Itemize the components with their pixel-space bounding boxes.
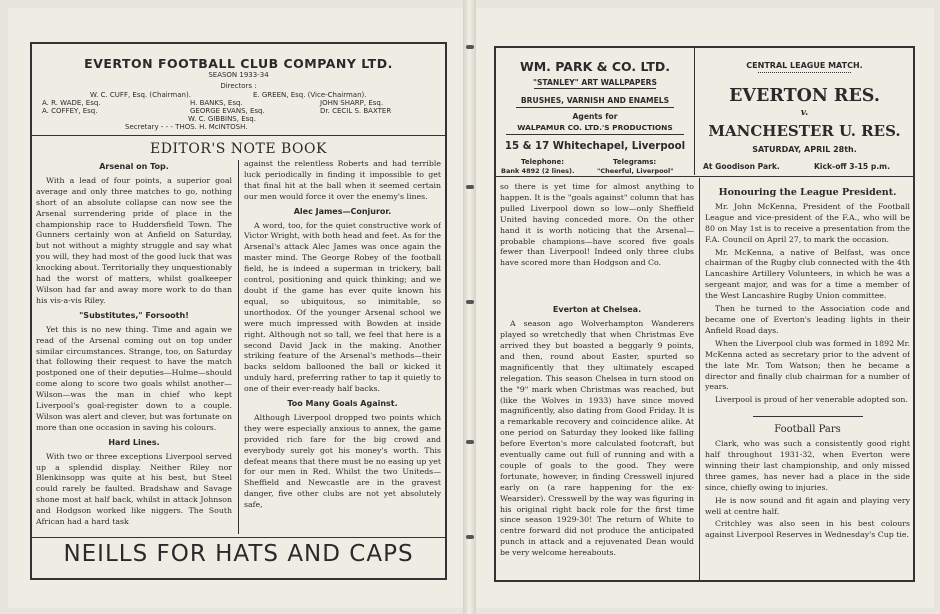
match-home-team: EVERTON RES. (729, 86, 880, 106)
right-column-2 (705, 184, 910, 578)
para-mckenna-4: When the Liverpool club was formed in 1892 Mr. McKenna acted as secretary prior to the advent of the late Mr. Tom Watson; then he became a director and finally club chairman for a number of years. (705, 338, 910, 392)
park-telegrams-label: Telegrams: (613, 158, 657, 166)
header-bottom-rule (496, 176, 913, 177)
page-spine (463, 0, 476, 614)
para-too-many-goals: Although Liverpool dropped two points which they were especially anxious to annex, the game provided rich fare for the big crowd and everybody surely got his money's worth. This defeat means that there must be no easing up yet for our men in Red. Whilst the two Uniteds—Sheffield and Newcastle are in the gravest danger, five other clubs are not yet absolutely safe, (244, 412, 441, 510)
right-page (476, 8, 934, 608)
park-telegram: "Cheerful, Liverpool" (597, 167, 674, 175)
heading-arsenal-on-top: Arsenal on Top. (99, 162, 169, 171)
park-rule-1 (534, 88, 656, 89)
para-mckenna-5: Liverpool is proud of her venerable adopted son. (715, 395, 908, 405)
para-pars-clark: Clark, who was such a consistently good right half throughout 1931-32, when Everton were winning their last championship, and only missed three games, has never had a place in the side since, chiefly owing to injuries. (705, 439, 910, 492)
heading-honouring-president: Honouring the League President. (718, 187, 897, 198)
park-rule-3 (506, 134, 684, 135)
match-away-team: MANCHESTER U. RES. (708, 122, 901, 140)
staple-top (466, 45, 474, 49)
director-wade: A. R. WADE, Esq. (42, 99, 101, 107)
match-versus: v. (800, 108, 809, 118)
editors-note-title: EDITOR'S NOTE BOOK (150, 141, 327, 157)
director-coffey: A. COFFEY, Esq. (42, 107, 98, 115)
club-divider (32, 135, 445, 136)
para-mckenna-3: Then he turned to the Association code and became one of Everton's leading lights in their Anfield Road days. (705, 304, 910, 335)
left-page (8, 8, 463, 608)
para-substitutes: Yet this is no new thing. Time and again we read of the Arsenal coming out on top under similar circumstances. Strange, too, on Saturday that following their request to have the match postponed one of their deputies—Hulme—should come along to score two goals whilst another—Wilson—was the man in chief who kept Liverpool's goal-register down to a couple. Wilson was alert and clever, but was fortunate on more than one occasion in saving his colours. (36, 324, 232, 432)
club-name: EVERTON FOOTBALL CLUB COMPANY LTD. (84, 56, 393, 71)
director-vice-chairman: E. GREEN, Esq. (Vice-Chairman). (253, 91, 367, 99)
club-secretary: Secretary - - - THOS. H. McINTOSH. (125, 123, 248, 131)
para-relentless-roberts: against the relentless Roberts and had terrible luck periodically in finding it impossible to get that final hit at the ball when it seemed certain our men would force it over the enemy's lines. (244, 159, 441, 201)
para-arsenal-on-top: With a lead of four points, a superior goal average and only three matches to go, nothing short of an absolute collapse can now see the Arsenal surrendering pride of place in the championship race to Huddersfield Town. The Gunners certainly won at Anfield on Saturday, but not without a mighty struggle and say what you will, they had most of the good luck that was knocking about. Territorially they unquestionably had the worst of matters, whilst goalkeeper Wilson had far and away more work to do than his vis-a-vis Riley. (36, 175, 232, 305)
para-mckenna-1: Mr. John McKenna, President of the Football League and vice-president of the F.A., who will be 80 on May 1st is to receive a presentation from the F.A. Council on April 27, to mark the occasion. (705, 201, 910, 244)
club-season: SEASON 1933-34 (208, 71, 269, 79)
heading-substitutes: "Substitutes," Forsooth! (79, 310, 189, 320)
staple-lower (466, 300, 474, 304)
directors-heading: Directors : (220, 82, 257, 90)
heading-hard-lines: Hard Lines. (108, 437, 160, 447)
match-kickoff: Kick-off 3-15 p.m. (814, 162, 890, 171)
park-address: 15 & 17 Whitechapel, Liverpool (504, 141, 686, 152)
park-telephone-label: Telephone: (521, 158, 565, 166)
body-column-divider (699, 178, 700, 580)
heading-everton-at-chelsea: Everton at Chelsea. (552, 305, 642, 315)
column-divider (238, 160, 239, 534)
heading-too-many-goals: Too Many Goals Against. (287, 399, 398, 409)
park-company-name: WM. PARK & CO. LTD. (519, 59, 671, 74)
para-alec-james: A word, too, for the quiet constructive work of Victor Wright, with both head and feet. As for the Arsenal's attack Alec James was once again the master mind. The George Robey of the football field, he is indeed a superman in trickery, ball control, positioning and quick thinking; and we doubt if the game has ever quite known his equal, so ubiquitous, so inimitable, so unorthodox. Of the younger Arsenal school we were much impressed with Bowden at inside right. Although not so tall, we feel that here is a second David Jack in the making. Another striking feature of the Arsenal's methods—their backs seldom ballooned the ball or kicked it unduly hard, preferring rather to tap it quietly to one of their ever-ready half backs. (244, 220, 441, 394)
para-pars-critchley: Critchley was also seen in his best colours against Liverpool Reserves in Wednesday's Cup tie. (705, 519, 910, 540)
header-divider (694, 48, 695, 175)
neills-advert: NEILLS FOR HATS AND CAPS (63, 541, 414, 567)
staple-upper (466, 185, 474, 189)
para-everton-at-chelsea: A season ago Wolverhampton Wanderers played so wretchedly that when Christmas Eve arrived they but boasted a beggarly 9 points, and then, round about Easter, spurted so magnificently that they ultimately escaped relegation. This season Chelsea in turn stood on the "9" mark when Christmas was reached, but (like the Wolves in 1933) have since moved magnificently, also dating from Good Friday. It is a remarkable recovery and coincidence alike. At one period on Saturday they looked like falling before Everton's more calculated footcraft, but eventually came out full of running and with a couple of goals to the good. They were fortunate, however, in finding Cresswell injured early on (a rare happening for the ex-Wearsider). Cresswell by the way was figuring in his original right back role for the first time since season 1929-30! The return of White to centre forward did not produce the anticipated punch in attack and a rejuvenated Dean would be very welcome hereabouts. (500, 319, 694, 558)
editor-column-2 (244, 159, 441, 534)
park-brushes-varnish: BRUSHES, VARNISH AND ENAMELS (520, 96, 670, 105)
para-mckenna-2: Mr. McKenna, a native of Belfast, was once chairman of the Rugby club connected with the 4th Lancashire Artillery Volunteers, in which he was a sergeant major, and was for a time a member of the West Lancashire Rugby Union committee. (705, 247, 910, 301)
para-goals-against-cont: so there is yet time for almost anything to happen. It is the "goals against" column that has pulled Liverpool down so low—only Sheffield United having conceded more. On the other hand it is worth noticing that the Arsenal—probable champions—have scored five goals fewer than Liverpool! Indeed only three clubs have scored more than Hodgson and Co. (500, 182, 694, 268)
match-date: SATURDAY, APRIL 28th. (752, 145, 857, 154)
advert-divider (32, 537, 445, 538)
park-walpamur: WALPAMUR CO. LTD.'S PRODUCTIONS (517, 123, 673, 132)
pars-rule (753, 416, 863, 417)
director-gibbins: W. C. GIBBINS, Esq. (188, 115, 256, 123)
match-heading: CENTRAL LEAGUE MATCH. (746, 61, 863, 70)
para-hard-lines: With two or three exceptions Liverpool served up a splendid display. Neither Riley nor Blenkinsopp was quite at his best, but Steel could rarely be faulted. Bradshaw and Savage shone most at half back, whilst in attack Johnson and Hodgson worked like niggers. The South African had a hard task (36, 451, 232, 527)
editor-column-1 (36, 158, 232, 534)
para-pars-fit: He is now sound and fit again and playing very well at centre half. (705, 495, 910, 516)
director-baxter: Dr. CECIL S. BAXTER (320, 107, 392, 115)
match-venue: At Goodison Park. (703, 162, 780, 171)
heading-football-pars: Football Pars (774, 424, 841, 436)
park-telephone: Bank 4892 (2 lines). (501, 167, 575, 175)
park-stanley-wallpapers: "STANLEY" ART WALLPAPERS (533, 78, 657, 87)
park-rule-2 (516, 107, 674, 108)
director-chairman: W. C. CUFF, Esq. (Chairman). (90, 91, 191, 99)
right-column-1 (500, 182, 694, 578)
match-heading-rule (758, 72, 851, 73)
director-evans: GEORGE EVANS, Esq. (190, 107, 265, 115)
staple-base (466, 535, 474, 539)
staple-bottom (466, 440, 474, 444)
heading-alec-james: Alec James—Conjuror. (293, 206, 392, 216)
director-banks: H. BANKS, Esq. (190, 99, 243, 107)
director-sharp: JOHN SHARP, Esq. (320, 99, 384, 107)
park-agents-for: Agents for (572, 112, 618, 121)
